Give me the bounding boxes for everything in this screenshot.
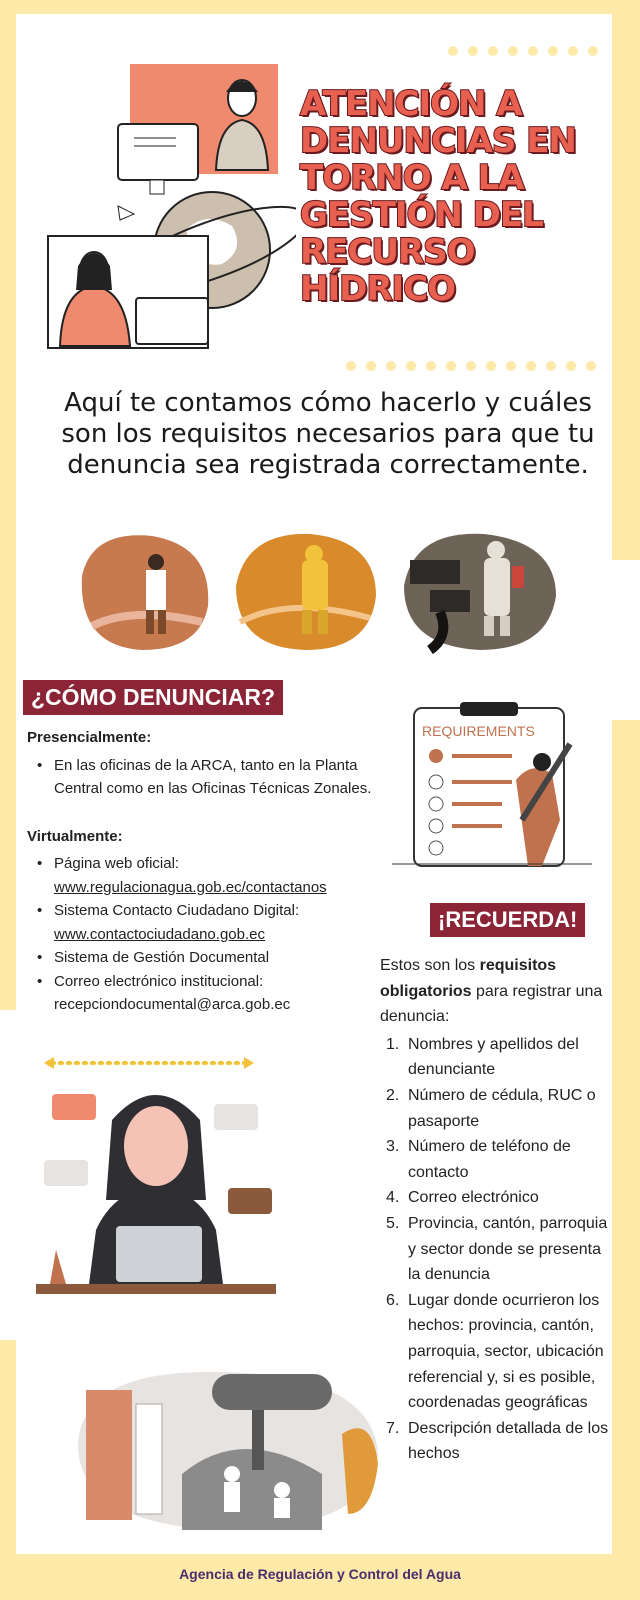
remember-section [380, 953, 610, 1467]
requirement-item: 6. Lugar donde ocurrieron los hechos: provincia, cantón, parroquia, sector, ubicación referencial y, si es posible, coordenadas geográficas [386, 1291, 604, 1412]
dotted-arrow [44, 1054, 254, 1072]
requirements-illustration [392, 700, 592, 872]
list-item: • Correo electrónico institucional: recepciondocumental@arca.gob.ec [37, 970, 372, 1017]
list-item: • Sistema de Gestión Documental [37, 946, 372, 970]
requirement-item: 4. Correo electrónico [386, 1189, 539, 1207]
requirement-item: 2. Número de cédula, RUC o pasaporte [386, 1086, 596, 1130]
how-to-heading: ¿CÓMO DENUNCIAR? [23, 680, 283, 715]
requirements-label: REQUIREMENTS [422, 723, 535, 739]
in-person-label: Presencialmente: [27, 729, 152, 746]
list-item: • En las oficinas de la ARCA, tanto en la Planta Central como en las Oficinas Técnicas Zonales. [37, 754, 372, 801]
pipe-waste-illustration [400, 526, 560, 654]
dot-row [448, 46, 598, 56]
requirement-item: 7. Descripción detallada de los hechos [386, 1419, 609, 1463]
requirement-item: 1. Nombres y apellidos del denunciante [386, 1035, 579, 1079]
list-item: • Página web oficial: www.regulacionagua.gob.ec/contactanos [37, 852, 372, 899]
polluted-pipe-illustration [72, 1364, 382, 1534]
intro-text: Aquí te contamos cómo hacerlo y cuáles son los requisitos necesarios para que tu denuncia sea registrada correctamente. [61, 388, 595, 480]
decorative-strip [0, 1010, 16, 1340]
call-center-illustration [46, 60, 296, 360]
how-to-section [27, 726, 372, 1017]
email-address: recepciondocumental@arca.gob.ec [54, 996, 291, 1013]
footer-agency: Agencia de Regulación y Control del Agua [179, 1566, 461, 1582]
list-item: • Sistema Contacto Ciudadano Digital: www.contactociudadano.gob.ec [37, 899, 372, 946]
support-agent-illustration [30, 1080, 280, 1320]
dot-row [346, 361, 596, 371]
scientist-illustration [72, 526, 212, 654]
requirement-item: 5. Provincia, cantón, parroquia y sector donde se presenta la denuncia [386, 1214, 608, 1284]
website-link[interactable]: www.regulacionagua.gob.ec/contactanos [54, 878, 327, 896]
cleanup-worker-illustration [230, 526, 380, 654]
citizen-contact-link[interactable]: www.contactociudadano.gob.ec [54, 925, 265, 943]
requirement-item: 3. Número de teléfono de contacto [386, 1138, 571, 1181]
remember-intro: Estos son los requisitos obligatorios para registrar una denuncia: [380, 957, 603, 1026]
decorative-strip [612, 560, 640, 720]
page-title: ATENCIÓN A DENUNCIAS EN TORNO A LA GESTIÓN DEL RECURSO HÍDRICO [300, 84, 576, 309]
virtual-label: Virtualmente: [27, 827, 123, 845]
remember-heading: ¡RECUERDA! [430, 903, 585, 937]
